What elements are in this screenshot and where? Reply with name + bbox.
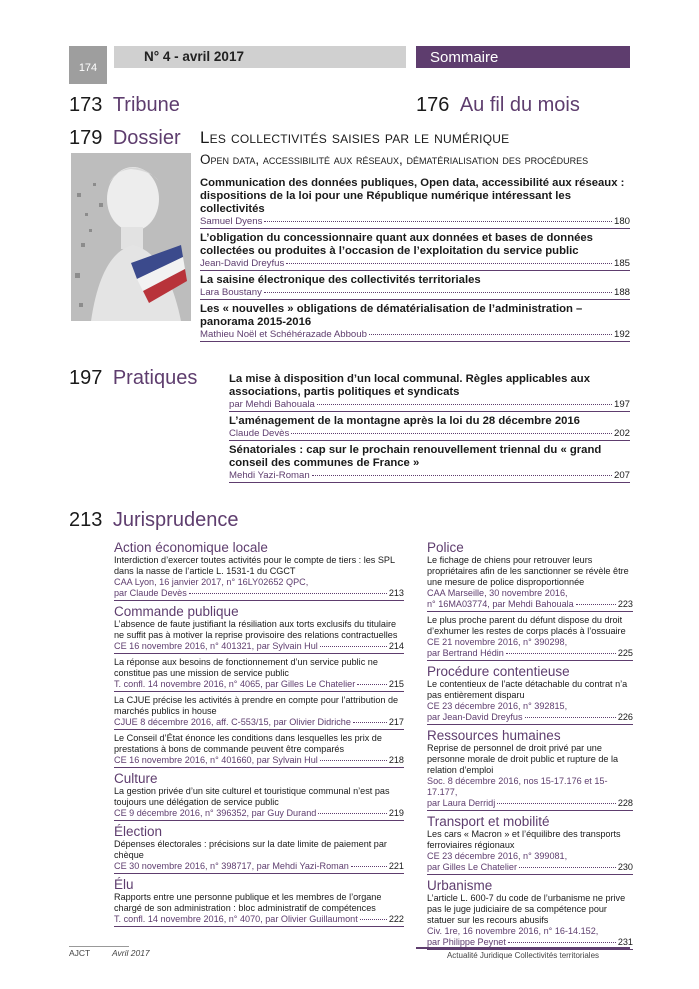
dossier-subtitle: Open data, accessibilité aux réseaux, dématérialisation des procédures	[200, 152, 589, 167]
case-reference-line	[427, 648, 633, 659]
case-summary: Interdiction d’exercer toutes activités pour le compte de tiers : les SPL dans la nasse de l’article L. 1531-1 du CGCT	[114, 555, 395, 576]
dot-leader	[312, 475, 612, 476]
list-item[interactable]	[200, 232, 630, 271]
footer-journal-title: Actualité Juridique Collectivités territoriales	[416, 947, 630, 960]
case-author: n° 16MA03774, par Mehdi Bahouala	[427, 599, 574, 609]
case-reference-line	[427, 862, 633, 873]
jurisprudence-category: Transport et mobilité	[427, 814, 550, 829]
section-jurisprudence[interactable]	[69, 509, 238, 532]
section-number: 179	[69, 127, 103, 149]
case-reference-line	[114, 679, 404, 690]
article-author-line	[229, 399, 630, 412]
case-reference: CE 23 décembre 2016, n° 399081,	[427, 851, 568, 861]
case-author: par Philippe Peynet	[427, 937, 506, 947]
article-author: Claude Devès	[229, 428, 290, 439]
article-author: Jean-David Dreyfus	[200, 258, 285, 269]
dot-leader	[353, 722, 387, 723]
list-item[interactable]	[427, 829, 633, 875]
list-item[interactable]	[114, 839, 404, 874]
article-title: Sénatoriales : cap sur le prochain renouvellement triennal du « grand conseil des communes de France »	[229, 444, 602, 469]
page-number: 174	[69, 46, 107, 84]
jurisprudence-category: Commande publique	[114, 604, 239, 619]
section-number: 197	[69, 367, 103, 389]
case-summary: Reprise de personnel de droit privé par une personne morale de droit public et rupture de la relation d’emploi	[427, 743, 619, 775]
jurisprudence-category: Élu	[114, 877, 134, 892]
section-title: Pratiques	[112, 367, 198, 389]
case-page: 213	[388, 588, 404, 598]
article-title: La saisine électronique des collectivités territoriales	[200, 274, 481, 286]
case-reference: Soc. 8 décembre 2016, nos 15-17.176 et 15-17.177,	[427, 776, 608, 797]
case-reference-line	[114, 808, 404, 819]
case-page: 219	[388, 808, 404, 818]
case-summary: Le fichage de chiens pour retrouver leurs propriétaires afin de les sanctionner se révèle être une mesure de police disproportionnée	[427, 555, 629, 587]
dot-leader	[264, 221, 612, 222]
article-page: 180	[613, 216, 630, 227]
dot-leader	[508, 942, 616, 943]
case-reference: CE 23 décembre 2016, n° 392815,	[427, 701, 568, 711]
jurisprudence-category: Élection	[114, 824, 163, 839]
article-title: Les « nouvelles » obligations de dématérialisation de l’administration – panorama 2015-2016	[200, 303, 583, 328]
list-item[interactable]	[114, 733, 404, 768]
case-reference: T. confl. 14 novembre 2016, n° 4070, par Olivier Guillaumont	[114, 914, 358, 924]
dot-leader	[320, 646, 387, 647]
case-page: 215	[388, 679, 404, 689]
jurisprudence-category: Urbanisme	[427, 878, 493, 893]
case-page: 223	[617, 599, 633, 609]
article-author: par Mehdi Bahouala	[229, 399, 315, 410]
issue-label: N° 4 - avril 2017	[114, 46, 406, 68]
dot-leader	[519, 867, 616, 868]
case-author: par Jean-David Dreyfus	[427, 712, 523, 722]
article-title: La mise à disposition d’un local communal. Règles applicables aux associations, partis politiques et syndicats	[229, 373, 590, 398]
case-summary: L’absence de faute justifiant la résiliation aux torts exclusifs du titulaire ne suffit pas à motiver la reprise provisoire des relations contractuelles	[114, 619, 398, 640]
dot-leader	[369, 334, 612, 335]
list-item[interactable]	[427, 679, 633, 725]
article-author: Mathieu Noël et Schéhérazade Abboub	[200, 329, 367, 340]
article-page: 192	[613, 329, 630, 340]
case-reference: T. confl. 14 novembre 2016, n° 4065, par Gilles Le Chatelier	[114, 679, 356, 689]
case-page: 225	[617, 648, 633, 658]
jurisprudence-right-column	[427, 538, 633, 953]
dot-leader	[357, 684, 387, 685]
list-item[interactable]	[427, 555, 633, 612]
dot-leader	[351, 866, 387, 867]
jurisprudence-left-column	[114, 538, 404, 930]
list-item[interactable]	[200, 303, 630, 342]
dot-leader	[525, 717, 616, 718]
dossier-article-list	[200, 177, 630, 345]
case-summary: Le plus proche parent du défunt dispose du droit d’exhumer les restes de corps placés à l’ossuaire	[427, 615, 626, 636]
article-author-line	[229, 428, 630, 441]
case-page: 231	[617, 937, 633, 947]
jurisprudence-category: Procédure contentieuse	[427, 664, 570, 679]
section-number: 213	[69, 509, 103, 531]
article-author-line	[200, 329, 630, 342]
article-page: 207	[613, 470, 630, 481]
footer-date: Avril 2017	[112, 948, 150, 958]
dot-leader	[576, 604, 616, 605]
case-reference-line	[114, 755, 404, 766]
section-pratiques[interactable]	[69, 367, 197, 390]
article-page: 188	[613, 287, 630, 298]
article-page: 185	[613, 258, 630, 269]
article-author-line	[229, 470, 630, 483]
dot-leader	[497, 803, 616, 804]
list-item[interactable]	[114, 786, 404, 821]
dossier-title: Les collectivités saisies par le numérique	[200, 128, 510, 147]
case-reference: CE 9 décembre 2016, n° 396352, par Guy Durand	[114, 808, 317, 818]
case-reference-line	[427, 798, 633, 809]
case-page: 226	[617, 712, 633, 722]
case-page: 228	[617, 798, 633, 808]
section-number: 173	[69, 94, 103, 116]
dot-leader	[264, 292, 612, 293]
case-reference-line	[427, 599, 633, 610]
section-title: Tribune	[112, 94, 180, 116]
article-author-line	[200, 287, 630, 300]
case-summary: Les cars « Macron » et l’équilibre des transports ferroviaires régionaux	[427, 829, 621, 850]
case-reference: CAA Lyon, 16 janvier 2017, n° 16LY02652 QPC,	[114, 577, 309, 587]
case-reference: CE 30 novembre 2016, n° 398717, par Mehdi Yazi-Roman	[114, 861, 349, 871]
case-summary: Dépenses électorales : précisions sur la date limite de paiement par chèque	[114, 839, 387, 860]
article-title: L’aménagement de la montagne après la loi du 28 décembre 2016	[229, 415, 580, 427]
dot-leader	[506, 653, 616, 654]
article-page: 197	[613, 399, 630, 410]
article-page: 202	[613, 428, 630, 439]
list-item[interactable]	[427, 615, 633, 661]
case-reference: CE 16 novembre 2016, n° 401660, par Sylvain Hul	[114, 755, 318, 765]
dot-leader	[320, 760, 387, 761]
pratiques-article-list	[229, 373, 630, 486]
article-author-line	[200, 216, 630, 229]
section-label: Sommaire	[416, 46, 630, 68]
article-title: L’obligation du concessionnaire quant aux données et bases de données collectées ou produites à l’occasion de l’exploitation du service public	[200, 232, 593, 257]
footer-journal: AJCT	[69, 948, 91, 958]
case-summary: La gestion privée d’un site culturel et touristique communal n’est pas toujours une délégation de service public	[114, 786, 390, 807]
case-summary: Rapports entre une personne publique et les membres de l’organe chargé de son administration : bloc administratif de compétences	[114, 892, 382, 913]
case-summary: La réponse aux besoins de fonctionnement d’un service public ne constitue pas une mission de service public	[114, 657, 378, 678]
case-summary: Le contentieux de l’acte détachable du contrat n’a pas entièrement disparu	[427, 679, 628, 700]
case-reference-line	[427, 712, 633, 723]
dot-leader	[318, 813, 387, 814]
jurisprudence-category: Action économique locale	[114, 540, 268, 555]
jurisprudence-category: Culture	[114, 771, 158, 786]
list-item[interactable]	[114, 695, 404, 730]
case-page: 214	[388, 641, 404, 651]
case-author: par Gilles Le Chatelier	[427, 862, 517, 872]
section-title: Au fil du mois	[459, 94, 580, 116]
article-author-line	[200, 258, 630, 271]
case-reference-line	[114, 717, 404, 728]
article-author: Samuel Dyens	[200, 216, 263, 227]
case-reference: CE 21 novembre 2016, n° 390298,	[427, 637, 568, 647]
section-au-fil-du-mois[interactable]	[416, 94, 580, 117]
article-author: Mehdi Yazi-Roman	[229, 470, 310, 481]
dot-leader	[317, 404, 612, 405]
list-item[interactable]	[114, 619, 404, 654]
list-item[interactable]	[229, 444, 630, 483]
case-author: par Claude Devès	[114, 588, 187, 598]
section-title: Dossier	[112, 127, 181, 149]
section-title: Jurisprudence	[112, 509, 239, 531]
section-tribune[interactable]	[69, 94, 180, 117]
article-author: Lara Boustany	[200, 287, 262, 298]
case-reference: Civ. 1re, 16 novembre 2016, n° 16-14.152,	[427, 926, 599, 936]
case-author: par Bertrand Hédin	[427, 648, 504, 658]
dot-leader	[189, 593, 387, 594]
list-item[interactable]	[114, 892, 404, 927]
case-summary: L’article L. 600-7 du code de l’urbanisme ne prive pas le juge judiciaire de sa compétence pour statuer sur les recours abusifs	[427, 893, 626, 925]
section-number: 176	[416, 94, 450, 116]
case-reference-line	[114, 914, 404, 925]
list-item[interactable]	[114, 657, 404, 692]
list-item[interactable]	[200, 274, 630, 300]
case-summary: Le Conseil d’État énonce les conditions dans lesquelles les prix de prestations à bons de commande peuvent être comparés	[114, 733, 382, 754]
dot-leader	[291, 433, 612, 434]
dossier-illustration	[71, 153, 191, 321]
dot-leader	[360, 919, 387, 920]
case-reference-line	[114, 641, 404, 652]
case-reference: CJUE 8 décembre 2016, aff. C-553/15, par Olivier Didriche	[114, 717, 351, 727]
case-author: par Laura Derridj	[427, 798, 496, 808]
dot-leader	[286, 263, 612, 264]
case-page: 230	[617, 862, 633, 872]
jurisprudence-category: Ressources humaines	[427, 728, 561, 743]
case-reference-line	[114, 588, 404, 599]
section-dossier[interactable]	[69, 127, 181, 150]
list-item[interactable]	[229, 373, 630, 412]
case-reference-line	[114, 861, 404, 872]
case-page: 217	[388, 717, 404, 727]
list-item[interactable]	[229, 415, 630, 441]
list-item[interactable]	[200, 177, 630, 229]
jurisprudence-category: Police	[427, 540, 464, 555]
article-title: Communication des données publiques, Open data, accessibilité aux réseaux : dispositions de la loi pour une République numérique intéressant les collectivités	[200, 177, 625, 215]
case-reference: CAA Marseille, 30 novembre 2016,	[427, 588, 568, 598]
case-page: 222	[388, 914, 404, 924]
statue-image	[71, 153, 191, 321]
case-page: 218	[388, 755, 404, 765]
list-item[interactable]	[427, 893, 633, 950]
case-summary: La CJUE précise les activités à prendre en compte pour l’attribution de marchés publics in house	[114, 695, 399, 716]
case-reference: CE 16 novembre 2016, n° 401321, par Sylvain Hul	[114, 641, 318, 651]
footer-divider	[69, 946, 129, 947]
case-page: 221	[388, 861, 404, 871]
list-item[interactable]	[427, 743, 633, 811]
list-item[interactable]	[114, 555, 404, 601]
